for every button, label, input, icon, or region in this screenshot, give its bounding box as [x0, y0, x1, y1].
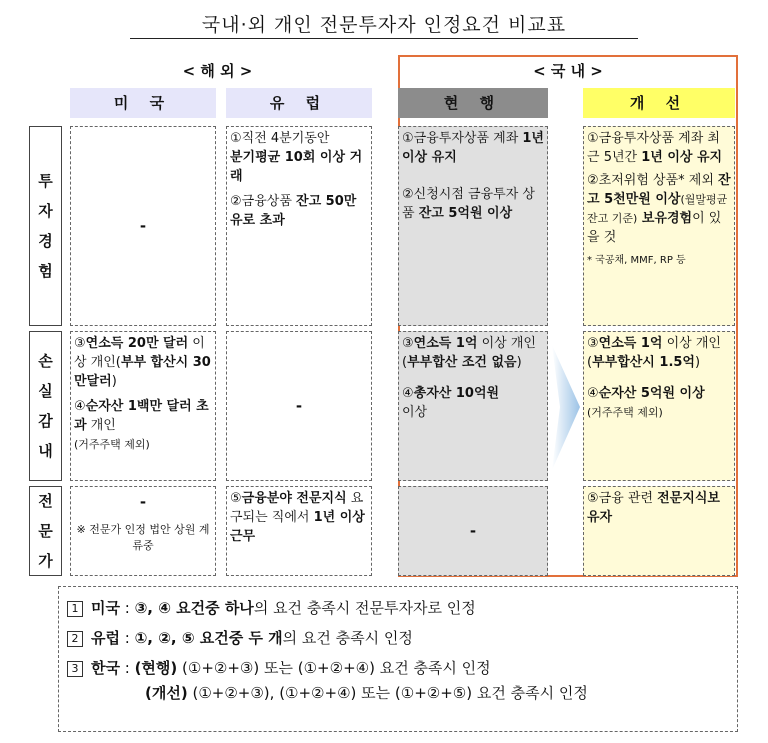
cell-eu-loss: -	[226, 331, 372, 481]
arrow-right-icon	[552, 345, 580, 470]
cell-current-experience: ①금융투자상품 계좌 1년 이상 유지 ②신청시점 금융투자 상품 잔고 5억원 이상	[398, 126, 548, 326]
side-label-loss: 손 실 감 내	[29, 331, 62, 481]
summary-korea-improved: (개선) (①+②+③), (①+②+④) 또는 (①+②+⑤) 요건 충족시 인정	[145, 684, 588, 702]
header-improved: 개 선	[583, 88, 735, 118]
header-current: 현 행	[398, 88, 548, 118]
cell-current-loss: ③연소득 1억 이상 개인(부부합산 조건 없음) ④총자산 10억원 이상	[398, 331, 548, 481]
header-eu: 유 럽	[226, 88, 372, 118]
summary-us: 1 미국 : ③, ④ 요건중 하나의 요건 충족시 전문투자자로 인정	[67, 597, 737, 618]
cell-us-loss: ③연소득 20만 달러 이상 개인(부부 합산시 30만달러) ④순자산 1백만 달러 초과 개인 (거주주택 제외)	[70, 331, 216, 481]
cell-improved-experience: ①금융투자상품 계좌 최근 5년간 1년 이상 유지 ②초저위험 상품* 제외 잔고 5천만원 이상(월말평균잔고 기준) 보유경험이 있을 것 * 국공채, MMF, RP 등	[583, 126, 735, 326]
cell-us-experience: -	[70, 126, 216, 326]
region-domestic: < 국 내 >	[533, 62, 603, 80]
side-label-experience: 투 자 경 험	[29, 126, 62, 326]
number-box-icon: 3	[67, 661, 83, 677]
summary-box	[58, 586, 738, 732]
page-title: 국내·외 개인 전문투자자 인정요건 비교표	[201, 14, 567, 36]
cell-eu-experience: ①직전 4분기동안 분기평균 10회 이상 거래 ②금융상품 잔고 50만 유로 초과	[226, 126, 372, 326]
side-label-expert: 전 문 가	[29, 486, 62, 576]
number-box-icon: 2	[67, 631, 83, 647]
header-us: 미 국	[70, 88, 216, 118]
number-box-icon: 1	[67, 601, 83, 617]
cell-improved-loss: ③연소득 1억 이상 개인(부부합산시 1.5억) ④순자산 5억원 이상 (거주주택 제외)	[583, 331, 735, 481]
region-overseas: < 해 외 >	[182, 62, 253, 80]
summary-korea: 3 한국 : (현행) (①+②+③) 또는 (①+②+④) 요건 충족시 인정	[67, 657, 737, 678]
cell-improved-expert: ⑤금융 관련 전문지식보유자	[583, 486, 735, 576]
title-underline	[130, 38, 638, 39]
summary-eu: 2 유럽 : ①, ②, ⑤ 요건중 두 개의 요건 충족시 인정	[67, 627, 737, 648]
cell-eu-expert: ⑤금융분야 전문지식 요구되는 직에서 1년 이상 근무	[226, 486, 372, 576]
cell-current-expert: -	[398, 486, 548, 576]
cell-us-expert: - ※ 전문가 인정 법안 상원 계류중	[70, 486, 216, 576]
